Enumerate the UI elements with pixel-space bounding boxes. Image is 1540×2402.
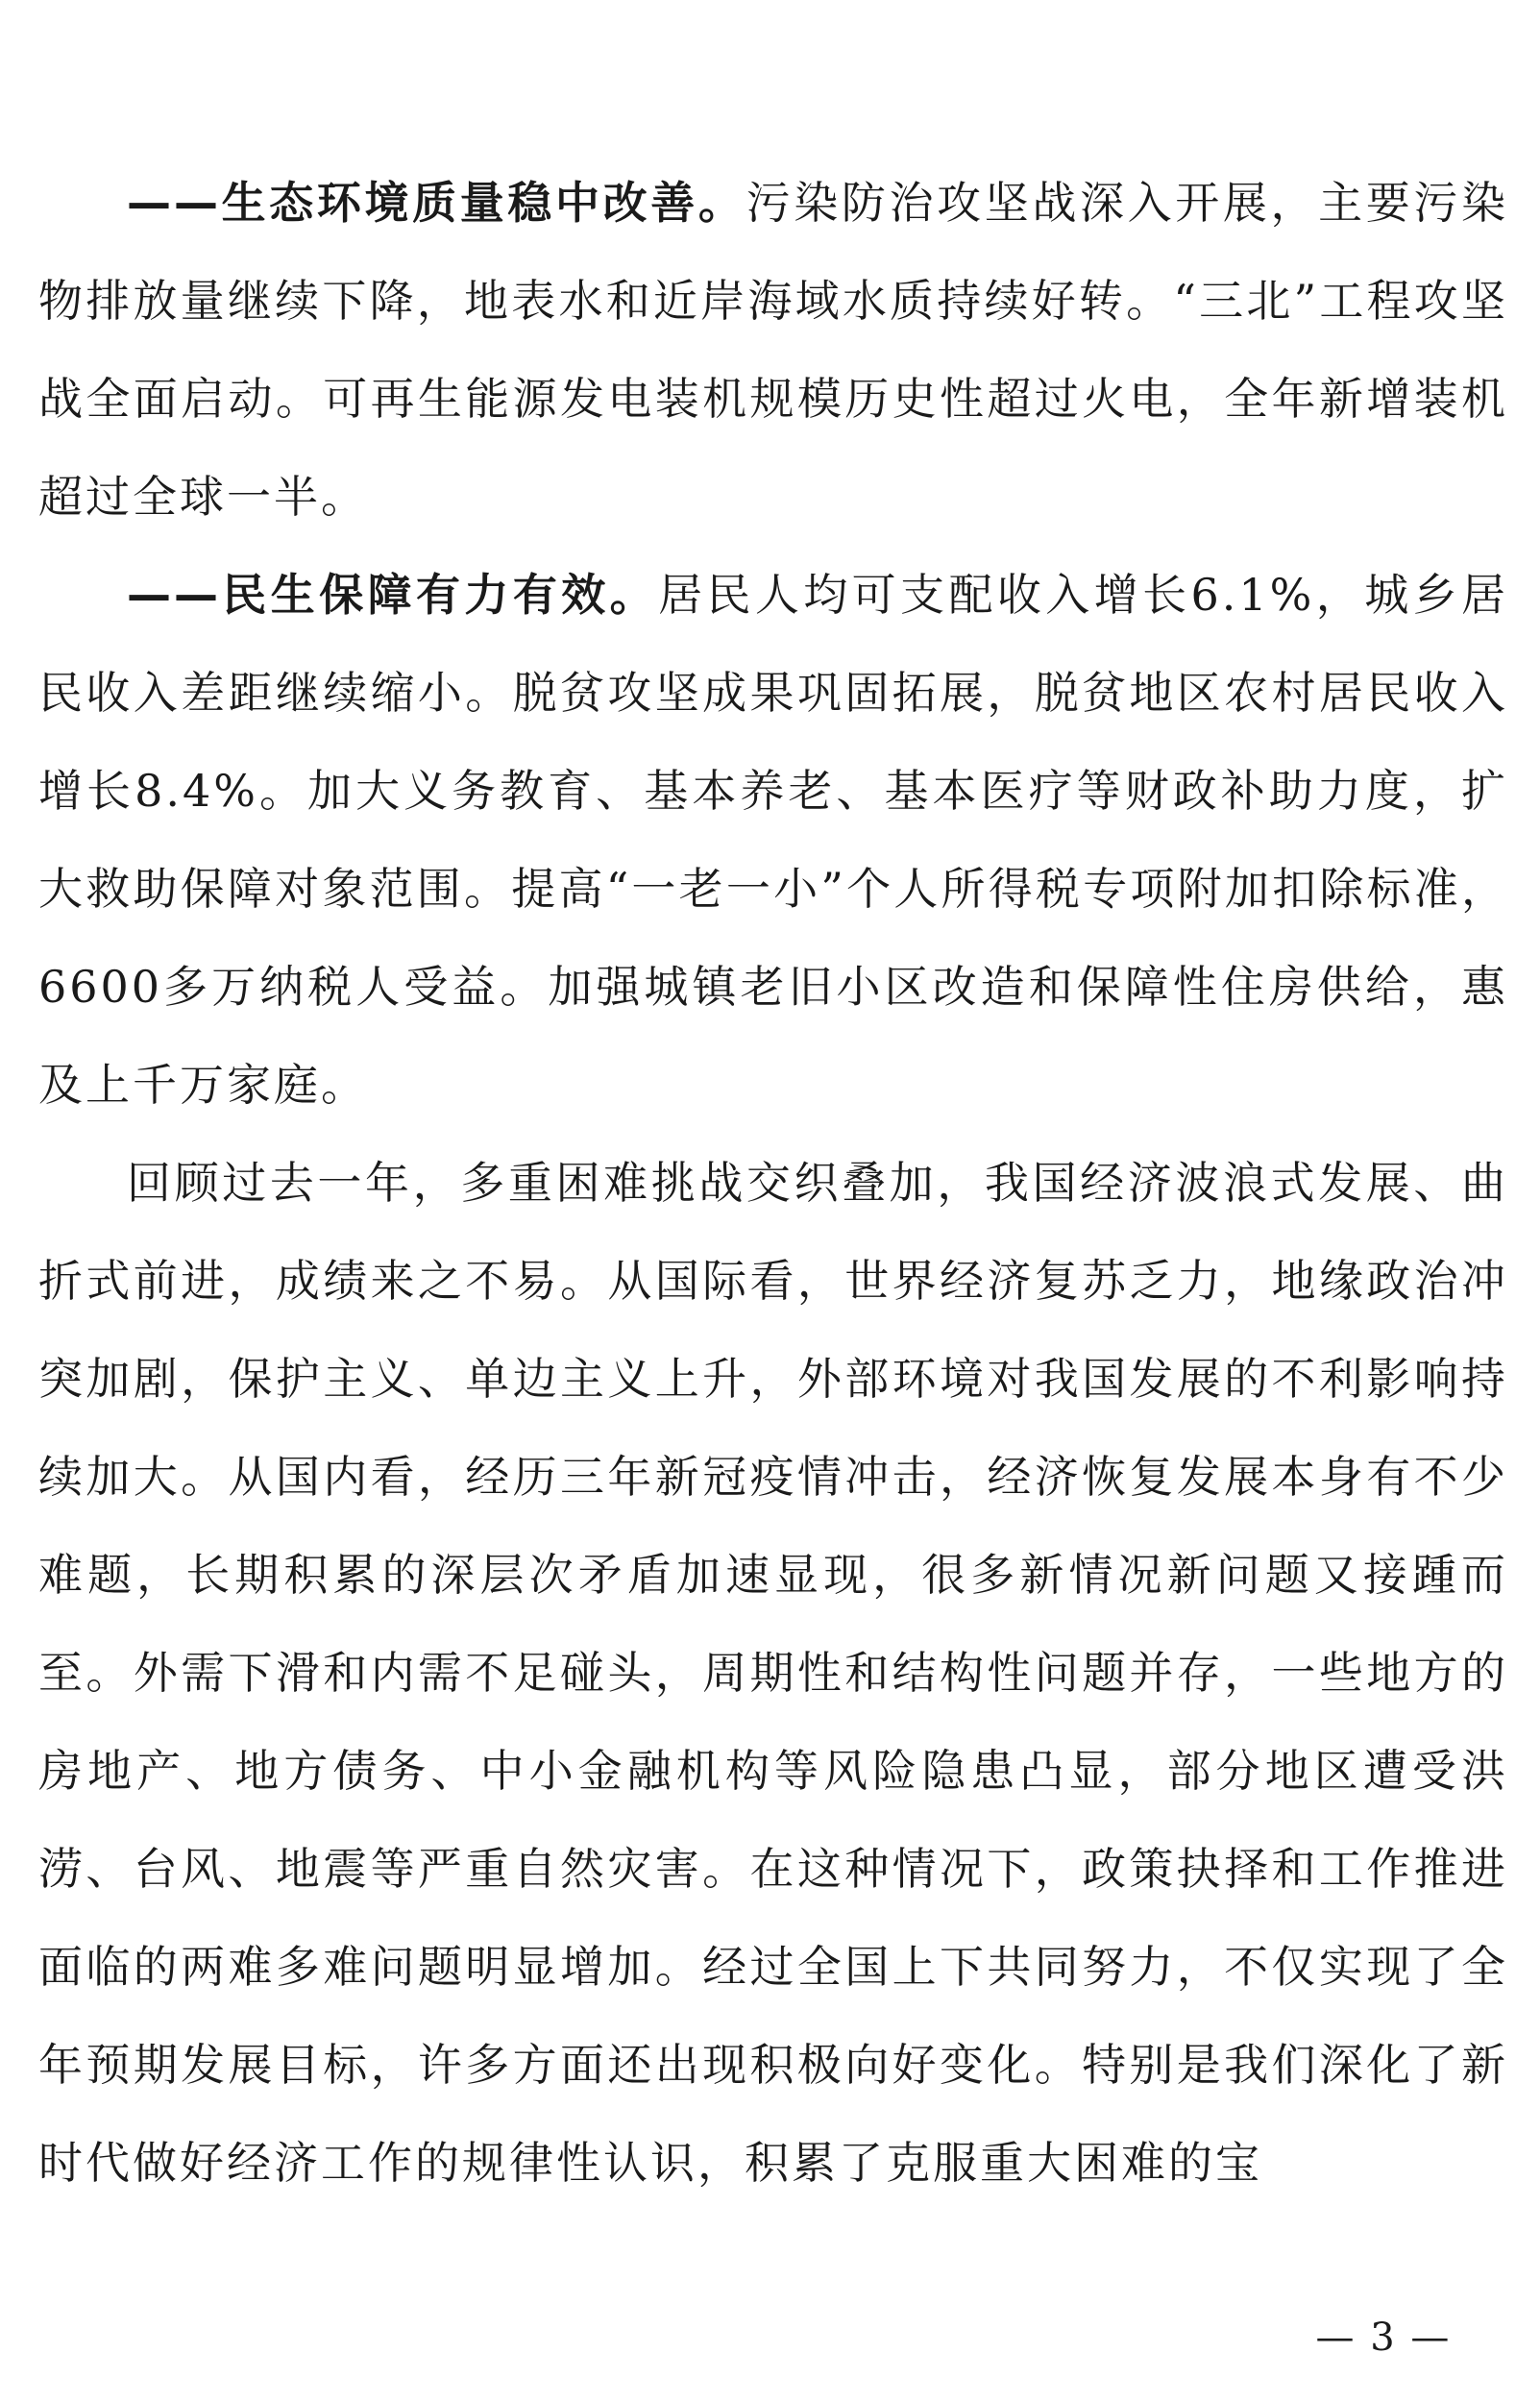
body-text [38,154,1508,2212]
page-number: — 3 — [1315,2316,1452,2360]
paragraph-review [38,1134,1508,2212]
paragraph-text-livelihood: 居民人均可支配收入增长6.1%，城乡居民收入差距继续缩小。脱贫攻坚成果巩固拓展，脱贫地区农村居民收入增长8.4%。加大义务教育、基本养老、基本医疗等财政补助力度，扩大救助保障对象范围。提高“一老一小”个人所得税专项附加扣除标准，6600多万纳税人受益。加强城镇老旧小区改造和保障性住房供给，惠及上千万家庭。 [38,569,1509,1111]
paragraph-text-ecology: 污染防治攻坚战深入开展，主要污染物排放量继续下降，地表水和近岸海域水质持续好转。“三北”工程攻坚战全面启动。可再生能源发电装机规模历史性超过火电，全年新增装机超过全球一半。 [38,177,1509,523]
paragraph-heading-ecology: ——生态环境质量稳中改善。 [127,177,746,229]
paragraph-text-review: 回顾过去一年，多重困难挑战交织叠加，我国经济波浪式发展、曲折式前进，成绩来之不易。从国际看，世界经济复苏乏力，地缘政治冲突加剧，保护主义、单边主义上升，外部环境对我国发展的不利影响持续加大。从国内看，经历三年新冠疫情冲击，经济恢复发展本身有不少难题，长期积累的深层次矛盾加速显现，很多新情况新问题又接踵而至。外需下滑和内需不足碰头，周期性和结构性问题并存，一些地方的房地产、地方债务、中小金融机构等风险隐患凸显，部分地区遭受洪涝、台风、地震等严重自然灾害。在这种情况下，政策抉择和工作推进面临的两难多难问题明显增加。经过全国上下共同努力，不仅实现了全年预期发展目标，许多方面还出现积极向好变化。特别是我们深化了新时代做好经济工作的规律性认识，积累了克服重大困难的宝 [38,1157,1508,2189]
paragraph-ecology [38,154,1508,546]
paragraph-livelihood [38,546,1508,1134]
paragraph-heading-livelihood: ——民生保障有力有效。 [127,569,659,621]
